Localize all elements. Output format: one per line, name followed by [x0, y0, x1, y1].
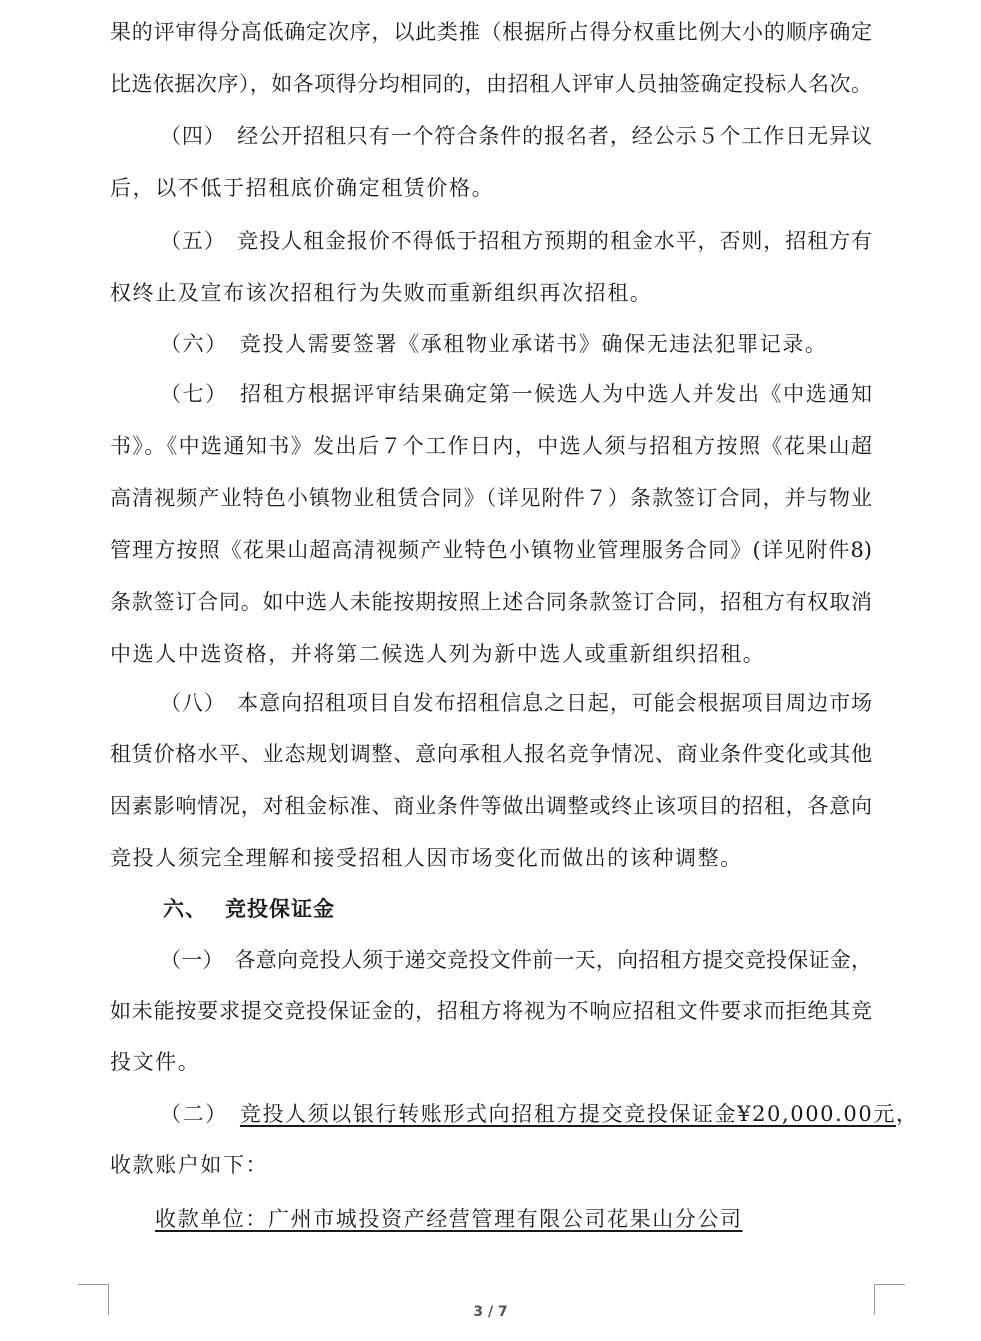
deposit-line: [160, 1101, 919, 1127]
paragraph-line: 高清视频产业特色小镇物业租赁合同》（详见附件７）条款签订合同，并与物业: [110, 486, 872, 510]
paragraph-line: 后，以不低于招租底价确定租赁价格。: [110, 176, 495, 200]
section-number: 六、: [163, 897, 207, 921]
paragraph-line: 条款签订合同。如中选人未能按期按照上述合同条款签订合同，招租方有权取消: [110, 590, 872, 614]
paragraph-line: （六） 竞投人需要签署《承租物业承诺书》确保无违法犯罪记录。: [160, 332, 828, 356]
paragraph-line: 果的评审得分高低确定次序，以此类推（根据所占得分权重比例大小的顺序确定: [110, 20, 872, 44]
page-number: 3 / 7: [473, 1304, 508, 1320]
paragraph-line: （一） 各意向竞投人须于递交竞投文件前一天，向招租方提交竞投保证金，: [160, 948, 872, 972]
paragraph-line: 因素影响情况，对租金标准、商业条件等做出调整或终止该项目的招租，各意向: [110, 794, 872, 818]
deposit-amount-text: 竞投人须以银行转账形式向招租方提交竞投保证金¥20,000.00元: [239, 1102, 896, 1126]
paragraph-line: （七） 招租方根据评审结果确定第一候选人为中选人并发出《中选通知: [160, 382, 872, 406]
deposit-label: （二）: [160, 1102, 240, 1126]
paragraph-line: 租赁价格水平、业态规划调整、意向承租人报名竞争情况、商业条件变化或其他: [110, 742, 872, 766]
paragraph-line: 书》。《中选通知书》发出后７个工作日内，中选人须与招租方按照《花果山超: [110, 434, 872, 458]
deposit-tail: ，: [895, 1102, 919, 1126]
paragraph-line: 投文件。: [110, 1050, 201, 1074]
paragraph-line: （八） 本意向招租项目自发布招租信息之日起，可能会根据项目周边市场: [160, 691, 872, 715]
paragraph-line: 中选人中选资格，并将第二候选人列为新中选人或重新组织招租。: [110, 642, 766, 666]
payee-line: [155, 1206, 872, 1232]
paragraph-line: （五） 竞投人租金报价不得低于招租方预期的租金水平，否则，招租方有: [160, 229, 872, 253]
paragraph-line: 竞投人须完全理解和接受招租人因市场变化而做出的该种调整。: [110, 846, 743, 870]
paragraph-line: 管理方按照《花果山超高清视频产业特色小镇物业管理服务合同》(详见附件8): [110, 538, 872, 562]
paragraph-line: 权终止及宣布该次招租行为失败而重新组织再次招租。: [110, 281, 653, 305]
paragraph-line: 比选依据次序），如各项得分均相同的，由招租人评审人员抽签确定投标人名次。: [110, 72, 872, 96]
section-heading: [163, 896, 335, 922]
paragraph-line: 收款账户如下：: [110, 1153, 269, 1177]
paragraph-line: 如未能按要求提交竞投保证金的，招租方将视为不响应招租文件要求而拒绝其竞: [110, 999, 872, 1023]
payee-text: 收款单位：广州市城投资产经营管理有限公司花果山分公司: [155, 1207, 743, 1231]
paragraph-line: （四） 经公开招租只有一个符合条件的报名者，经公示５个工作日无异议: [160, 124, 872, 148]
section-title: 竞投保证金: [225, 897, 335, 921]
